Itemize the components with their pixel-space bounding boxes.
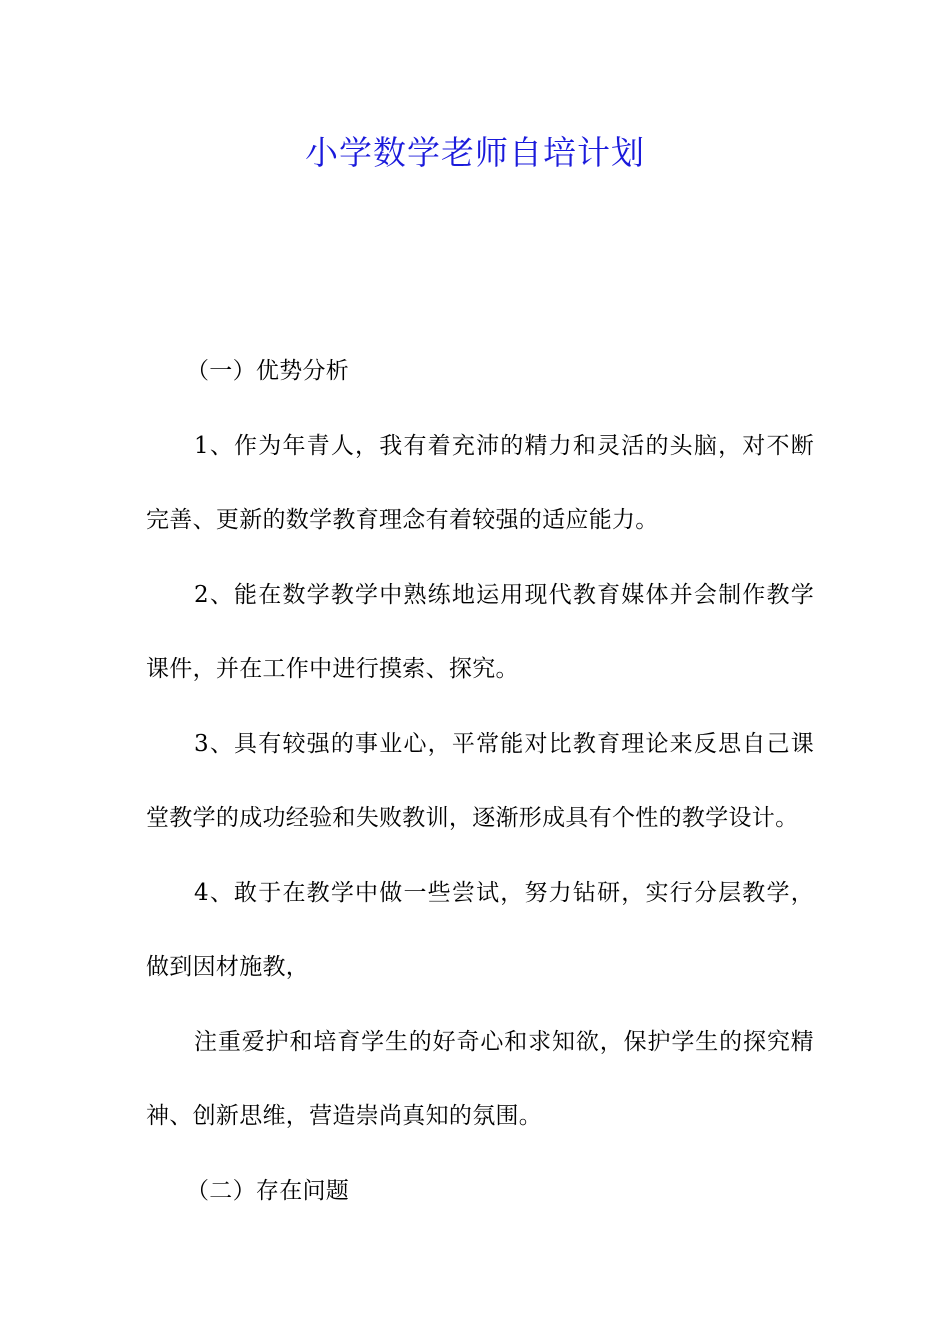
- paragraph-2: 2、能在数学教学中熟练地运用现代教育媒体并会制作教学课件，并在工作中进行摸索、探究。: [146, 581, 814, 682]
- document-title: 小学数学老师自培计划: [305, 133, 645, 172]
- section-heading-problems: （二）存在问题: [186, 1177, 350, 1204]
- paragraph-4: 4、敢于在教学中做一些尝试，努力钻研，实行分层教学，做到因材施教，: [146, 879, 814, 980]
- paragraph-5: 注重爱护和培育学生的好奇心和求知欲，保护学生的探究精神、创新思维，营造崇尚真知的氛围。: [146, 1028, 814, 1129]
- document-body: [146, 334, 814, 1228]
- paragraph-1: 1、作为年青人，我有着充沛的精力和灵活的头脑，对不断完善、更新的数学教育理念有着较强的适应能力。: [146, 432, 814, 533]
- section-heading-advantages: （一）优势分析: [186, 358, 350, 384]
- paragraph-3: 3、具有较强的事业心，平常能对比教育理论来反思自己课堂教学的成功经验和失败教训，逐渐形成具有个性的教学设计。: [146, 730, 814, 831]
